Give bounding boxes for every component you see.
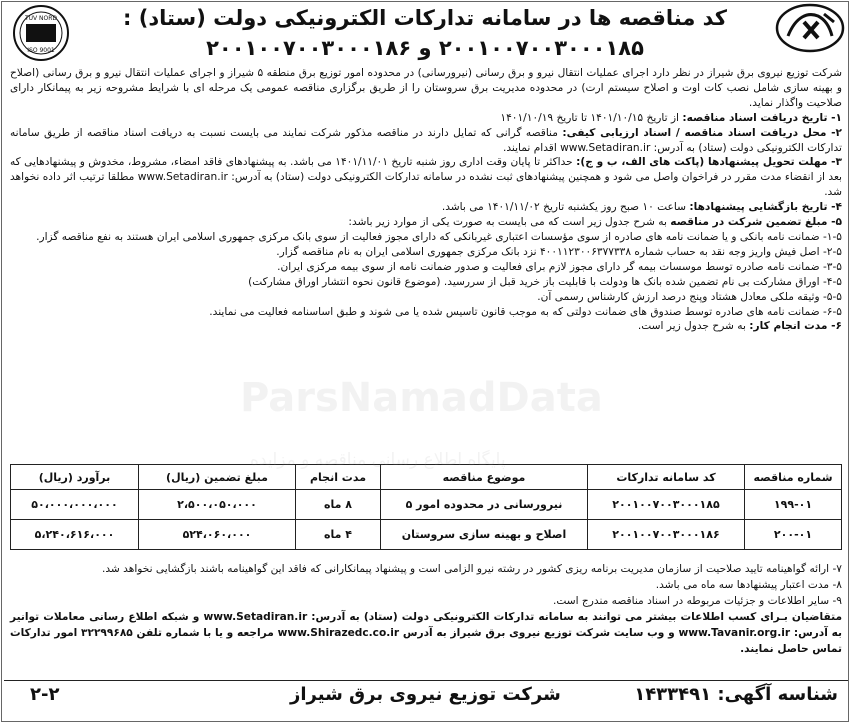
item-3 <box>10 155 842 200</box>
note-8: ۸- مدت اعتبار پیشنهادها سه ماه می باشد. <box>655 579 842 591</box>
notice-title: کد مناقصه ها در سامانه تدارکات الکترونیکی دولت (ستاد) : <box>123 6 727 30</box>
cell-guarantee: ۵۲۴،۰۶۰،۰۰۰ <box>139 520 296 550</box>
cell-system-code: ۲۰۰۱۰۰۷۰۰۳۰۰۰۱۸۶ <box>588 520 745 550</box>
cell-tender-number: ۲۰۰-۰۱ <box>745 520 842 550</box>
item-3-label: ۳- مهلت تحویل پیشنهادها (پاکت های الف، ب و ج): <box>576 156 842 169</box>
logo-bottom-text: ISO 9001 <box>27 47 55 54</box>
item-6-label: ۶- مدت انجام کار: <box>749 320 842 333</box>
notice-notes <box>10 561 842 657</box>
item-6-text: به شرح جدول زیر است. <box>637 320 750 333</box>
notice-body <box>10 66 842 334</box>
col-header-duration: مدت انجام <box>296 465 381 490</box>
cell-tender-number: ۱۹۹-۰۱ <box>745 490 842 520</box>
col-header-subject: موضوع مناقصه <box>381 465 588 490</box>
table-row <box>11 490 842 520</box>
tender-codes: ۲۰۰۱۰۰۷۰۰۳۰۰۰۱۸۵ و ۲۰۰۱۰۰۷۰۰۳۰۰۰۱۸۶ <box>206 36 644 60</box>
col-header-system-code: کد سامانه تدارکات <box>588 465 745 490</box>
item-4-label: ۴- تاریخ بازگشایی پیشنهادها: <box>689 201 842 214</box>
company-emblem-logo <box>774 2 846 54</box>
item-5-text: به شرح جدول زیر است که می بایست به صورت یکی از موارد زیر باشد: <box>348 216 671 229</box>
footer-divider <box>4 680 848 681</box>
cell-duration: ۴ ماه <box>296 520 381 550</box>
note-7: ۷- ارائه گواهینامه تایید صلاحیت از سازمان مدیریت برنامه ریزی کشور در رشته نیرو الزامی است و پیشنهاد پیمانکارانی که فاقد این گواهینامه باشند بازگشایی نخواهد شد. <box>102 563 842 575</box>
page-number: ۲-۲ <box>30 684 60 705</box>
item-5 <box>10 215 842 230</box>
item-5-label: ۵- مبلغ تضمین شرکت در مناقصه <box>670 216 842 229</box>
item-4 <box>10 200 842 215</box>
item-1-label: ۱- تاریخ دریافت اسناد مناقصه: <box>682 111 842 124</box>
cell-guarantee: ۲،۵۰۰،۰۵۰،۰۰۰ <box>139 490 296 520</box>
logo-top-text: TUV NORD <box>24 15 58 22</box>
cell-subject: اصلاح و بهینه سازی سروستان <box>381 520 588 550</box>
tender-table <box>10 464 842 550</box>
item-2 <box>10 126 842 156</box>
company-name: شرکت توزیع نیروی برق شیراز <box>290 684 561 705</box>
note-contact: متقاضیان بـرای کسب اطلاعات بیشتر می توانند به سامانه تدارکات الکترونیکی دولت (ستاد) به آدرس: www.Setadiran.ir و شبکه اطلاع رسانی معاملات توانیر به آدرس: www.Tavanir.org.ir و وب سایت شرکت توزیع نیروی برق شیراز به آدرس www.Shirazedc.co.ir مراجعه و یا با شماره تلفن ۳۲۲۹۹۶۸۵ امور تدارکات تماس حاصل نمایند. <box>10 611 842 655</box>
iso-certification-logo <box>6 4 76 62</box>
item-5-2: ۲-۵- اصل فیش واریز وجه نقد به حساب شماره ۴۰۰۱۱۲۳۰۰۶۳۷۷۳۳۸ نزد بانک مرکزی جمهوری اسلامی ایران به نام مناقصه گزار. <box>276 245 842 258</box>
col-header-guarantee: مبلغ تضمین (ریال) <box>139 465 296 490</box>
watermark-subtitle-text: پایگاه اطلاع رسانی مناقصه و مزایده <box>250 450 506 470</box>
item-3-text: حداکثر تا پایان وقت اداری روز شنبه تاریخ ۱۴۰۱/۱۱/۰۱ می باشد. به پیشنهادهای فاقد امضاء، مشروط، مخدوش و پیشنهادهایی که بعد از انقضاء مدت مقرر در فراخوان واصل می شود و همچنین پیشنهادهای ثبت نشده در سامانه تدارکات الکترونیکی دولت (ستاد) به آدرس: www.Setadiran.ir مطلقا ترتیب اثر داده نخواهد شد. <box>10 156 842 199</box>
cell-duration: ۸ ماه <box>296 490 381 520</box>
cell-subject: نیرورسانی در محدوده امور ۵ <box>381 490 588 520</box>
col-header-estimate: برآورد (ریال) <box>11 465 139 490</box>
table-header-row <box>11 465 842 490</box>
item-1-text: از تاریخ ۱۴۰۱/۱۰/۱۵ تا تاریخ ۱۴۰۱/۱۰/۱۹ <box>500 111 683 124</box>
watermark-brand: ParsNamadData <box>240 375 603 421</box>
col-header-tender-number: شماره مناقصه <box>745 465 842 490</box>
cell-estimate: ۵،۲۴۰،۶۱۶،۰۰۰ <box>11 520 139 550</box>
item-5-3: ۳-۵- ضمانت نامه صادره توسط موسسات بیمه گر دارای مجوز لازم برای فعالیت و صدور ضمانت نامه از سوی بیمه مرکزی ایران. <box>277 260 842 273</box>
item-1 <box>10 111 842 126</box>
cell-estimate: ۵۰،۰۰۰،۰۰۰،۰۰۰ <box>11 490 139 520</box>
cell-system-code: ۲۰۰۱۰۰۷۰۰۳۰۰۰۱۸۵ <box>588 490 745 520</box>
item-5-1: ۱-۵- ضمانت نامه بانکی و یا ضمانت نامه های صادره از سوی مؤسسات اعتباری غیربانکی که دارای مجوز فعالیت از سوی بانک مرکزی جمهوری اسلامی ایران هستند به نفع مناقصه گزار. <box>36 230 842 243</box>
item-5-5: ۵-۵- وثیقه ملکی معادل هشتاد وپنج درصد ارزش کارشناس رسمی آن. <box>537 290 842 303</box>
note-9: ۹- سایر اطلاعات و جزئیات مربوطه در اسناد مناقصه مندرج است. <box>552 595 842 607</box>
table-row <box>11 520 842 550</box>
item-6 <box>10 319 842 334</box>
item-2-label: ۲- محل دریافت اسناد مناقصه / اسناد ارزیابی کیفی: <box>562 126 842 139</box>
item-2-text: مناقصه گرانی که تمایل دارند در مناقصه مذکور شرکت نمایند می بایست نسبت به دریافت اسناد مناقصه از طریق سامانه تدارکات الکترونیکی دولت (ستاد) به آدرس: www.Setadiran.ir اقدام نمایند. <box>10 126 842 154</box>
intro-paragraph: شرکت توزیع نیروی برق شیراز در نظر دارد اجرای عملیات انتقال نیرو و برق رسانی (نیرورسانی) در محدوده امور توزیع برق منطقه ۵ شیراز و اجرای عملیات انتقال نیرو و برق رسانی (اصلاح و بهینه سازی شامل نصب کات اوت و اصلاح سیستم ارت) در محدوده مدیریت برق سروستان را از طریق برگزاری مناقصه عمومی یک مرحله ای با شرایط مشروحه زیر به پیمانکار دارای صلاحیت واگذار نماید. <box>10 67 842 109</box>
item-5-6: ۶-۵- ضمانت نامه های صادره توسط صندوق های ضمانت دولتی که به موجب قانون تاسیس شده یا می شوند و طبق اساسنامه فعالیت می نمایند. <box>209 305 842 318</box>
item-5-4: ۴-۵- اوراق مشارکت بی نام تضمین شده بانک ها ودولت با قابلیت باز خرید قبل از سررسید. (موضوع قانون نحوه انتشار اوراق مشارکت) <box>248 275 842 288</box>
item-4-text: ساعت ۱۰ صبح روز یکشنبه تاریخ ۱۴۰۱/۱۱/۰۲ می باشد. <box>441 201 690 214</box>
ad-id: شناسه آگهی: ۱۴۳۳۴۹۱ <box>634 684 838 705</box>
